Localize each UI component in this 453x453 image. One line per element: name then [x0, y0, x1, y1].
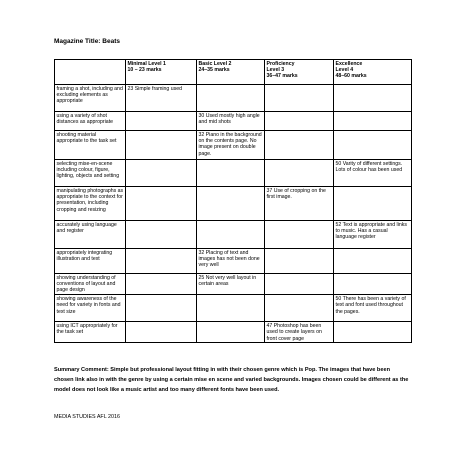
- level-4-cell: [334, 131, 412, 160]
- level-1-cell: [126, 249, 197, 274]
- level-3-cell: [265, 131, 334, 160]
- summary-comment: Summary Comment: Simple but professional layout fitting in with their chosen genre which is Pop. The images that have been chosen link also in with the genre by using a certain mise en scene and varied backgrounds. Images chosen could be different as the model does not look like a music artist and too many different fonts have been used.: [54, 367, 409, 393]
- criterion-cell: using a variety of shot distances as appropriate: [55, 112, 126, 131]
- level-2-cell: 25 Not very well layout in certain areas: [197, 274, 265, 295]
- level-3-cell: 37 Use of cropping on the first image.: [265, 187, 334, 221]
- level-1-cell: [126, 160, 197, 187]
- rubric-row: [55, 131, 412, 160]
- criterion-cell: showing understanding of conventions of layout and page design: [55, 274, 126, 295]
- criterion-cell: using ICT appropriately for the task set: [55, 322, 126, 343]
- level-3-cell: [265, 295, 334, 322]
- level-2-cell: [197, 160, 265, 187]
- level-2-cell: 32 Placing of text and images has not been done very well: [197, 249, 265, 274]
- level-3-cell: [265, 112, 334, 131]
- level-1-cell: [126, 274, 197, 295]
- level-3-cell: [265, 221, 334, 249]
- criterion-cell: shooting material appropriate to the task set: [55, 131, 126, 160]
- rubric-row: [55, 221, 412, 249]
- criterion-cell: selecting mise-en-scene including colour, figure, lighting, objects and setting: [55, 160, 126, 187]
- rubric-header-row: [55, 60, 412, 85]
- rubric-row: [55, 249, 412, 274]
- rubric-row: [55, 187, 412, 221]
- level-4-cell: [334, 322, 412, 343]
- header-blank: [55, 60, 126, 85]
- level-1-cell: [126, 112, 197, 131]
- level-1-cell: [126, 295, 197, 322]
- level-2-cell: [197, 295, 265, 322]
- level-4-cell: 50 Varity of different settings. Lots of colour has been used: [334, 160, 412, 187]
- level-1-cell: [126, 221, 197, 249]
- rubric-row: [55, 274, 412, 295]
- criterion-cell: framing a shot, including and excluding elements as appropriate: [55, 85, 126, 112]
- level-2-cell: 32 Piano in the background on the contents page. No image present on double page.: [197, 131, 265, 160]
- page-footer: MEDIA STUDIES AFL 2016: [54, 414, 121, 420]
- level-2-cell: [197, 85, 265, 112]
- criterion-cell: manipulating photographs as appropriate to the context for presentation, including cropping and resizing: [55, 187, 126, 221]
- magazine-title: Magazine Title: Beats: [54, 38, 120, 45]
- rubric-row: [55, 85, 412, 112]
- level-4-cell: [334, 187, 412, 221]
- level-1-cell: [126, 187, 197, 221]
- assessment-rubric-table: [54, 59, 412, 343]
- criterion-cell: appropriately integrating illustration and text: [55, 249, 126, 274]
- level-1-cell: [126, 131, 197, 160]
- level-2-cell: 30 Used mostly high angle and mid shots: [197, 112, 265, 131]
- level-2-cell: [197, 187, 265, 221]
- level-4-cell: 52 Text is appropriate and links to music. Has a casual language register: [334, 221, 412, 249]
- level-1-cell: 23 Simple framing used: [126, 85, 197, 112]
- header-level-1: Minimal Level 1 10 – 23 marks: [126, 60, 197, 85]
- criterion-cell: accurately using language and register: [55, 221, 126, 249]
- level-2-cell: [197, 322, 265, 343]
- rubric-row: [55, 322, 412, 343]
- level-2-cell: [197, 221, 265, 249]
- level-1-cell: [126, 322, 197, 343]
- criterion-cell: showing awareness of the need for variety in fonts and text size: [55, 295, 126, 322]
- level-3-cell: 47 Photoshop has been used to create layers on front cover page: [265, 322, 334, 343]
- level-3-cell: [265, 249, 334, 274]
- level-4-cell: 50 There has been a variety of text and font used throughout the pages.: [334, 295, 412, 322]
- header-level-4: Excellence Level 4 48–60 marks: [334, 60, 412, 85]
- rubric-row: [55, 160, 412, 187]
- level-4-cell: [334, 249, 412, 274]
- level-3-cell: [265, 274, 334, 295]
- level-3-cell: [265, 160, 334, 187]
- level-4-cell: [334, 274, 412, 295]
- rubric-row: [55, 112, 412, 131]
- level-4-cell: [334, 112, 412, 131]
- header-level-2: Basic Level 2 24–35 marks: [197, 60, 265, 85]
- level-4-cell: [334, 85, 412, 112]
- level-3-cell: [265, 85, 334, 112]
- header-level-3: Proficiency Level 3 36–47 marks: [265, 60, 334, 85]
- rubric-row: [55, 295, 412, 322]
